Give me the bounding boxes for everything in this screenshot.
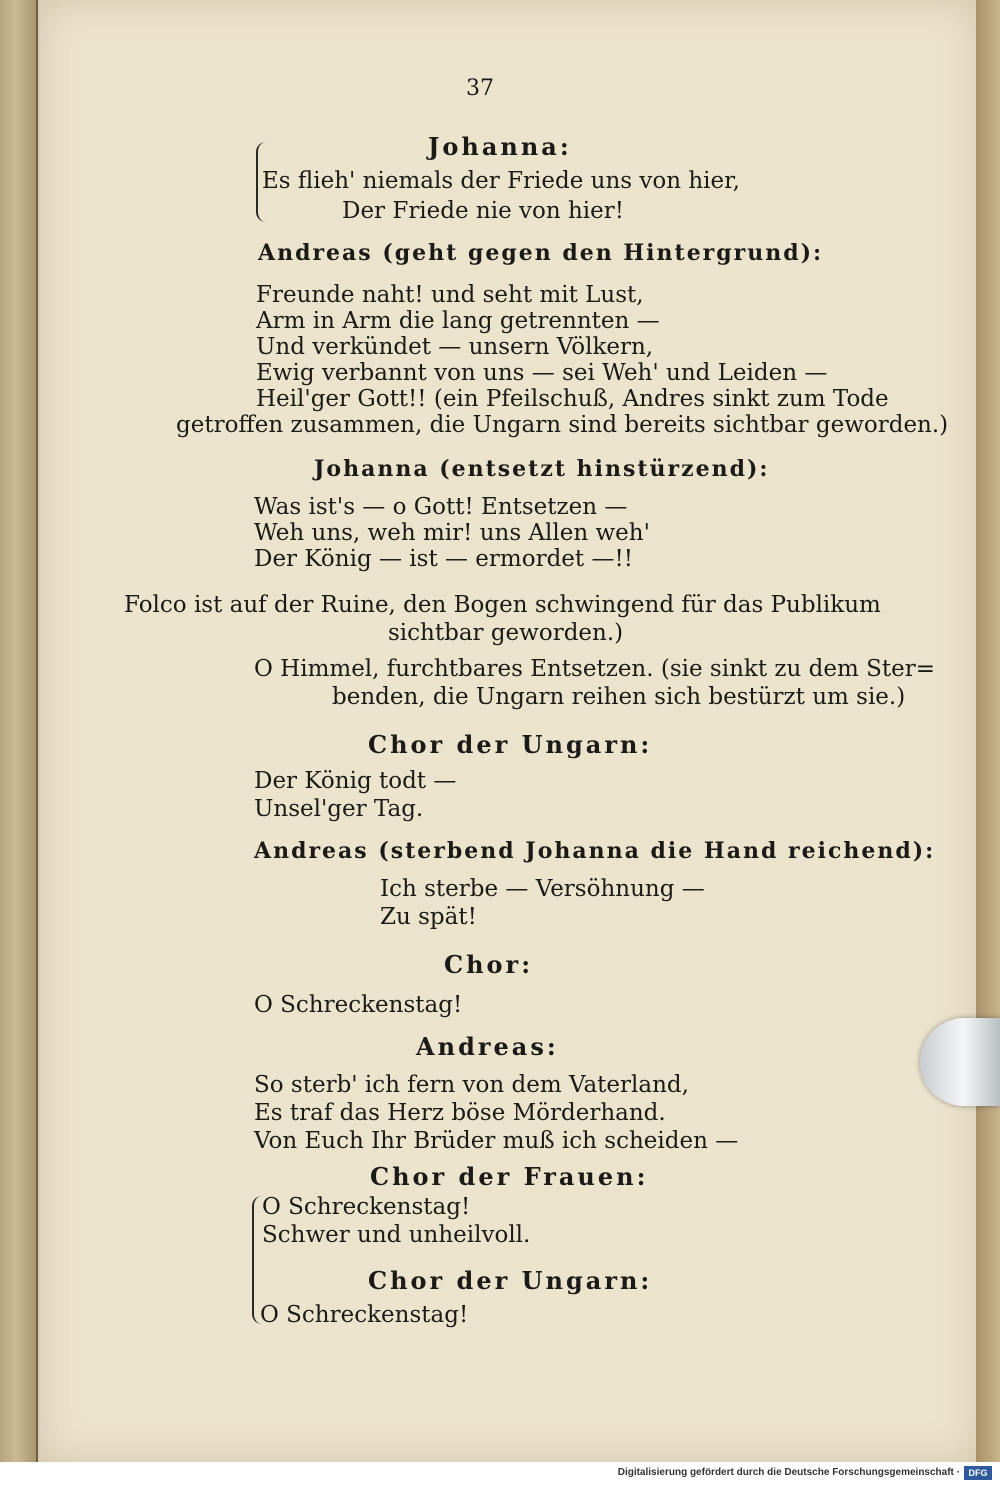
verse-line: Schwer und unheilvoll. — [262, 1222, 531, 1248]
verse-line: Heil'ger Gott!! (ein Pfeilschuß, Andres sinkt zum Tode — [256, 386, 889, 412]
verse-line: So sterb' ich fern von dem Vaterland, — [254, 1072, 689, 1098]
verse-line: Zu spät! — [380, 904, 477, 930]
verse-line: Der König todt — — [254, 768, 457, 794]
speaker-heading-andreas: Andreas: — [416, 1032, 559, 1061]
speaker-heading-andreas: Andreas (sterbend Johanna die Hand reichend): — [254, 838, 936, 864]
verse-line: Der König — ist — ermordet —!! — [254, 546, 633, 572]
verse-line: Und verkündet — unsern Völkern, — [256, 334, 654, 360]
verse-line: Von Euch Ihr Brüder muß ich scheiden — — [254, 1128, 739, 1154]
verse-line: Ewig verbannt von uns — sei Weh' und Leiden — — [256, 360, 828, 386]
verse-line: Ich sterbe — Versöhnung — — [380, 876, 705, 902]
page-number: 37 — [466, 76, 494, 101]
speaker-heading-chor-frauen: Chor der Frauen: — [370, 1162, 649, 1191]
verse-line: O Schreckenstag! — [260, 1302, 469, 1328]
funding-notice: Digitalisierung gefördert durch die Deutsche Forschungsgemeinschaft · — [617, 1467, 960, 1478]
verse-line: O Schreckenstag! — [254, 992, 463, 1018]
stage-direction-line: sichtbar geworden.) — [388, 620, 624, 646]
speaker-heading-johanna: Johanna: — [428, 132, 572, 161]
verse-line: Freunde naht! und seht mit Lust, — [256, 282, 644, 308]
stage-direction-line: getroffen zusammen, die Ungarn sind bereits sichtbar geworden.) — [176, 412, 949, 438]
speaker-heading-chor-ungarn: Chor der Ungarn: — [368, 730, 653, 759]
verse-line: Es traf das Herz böse Mörderhand. — [254, 1100, 666, 1126]
previous-page-edge — [0, 0, 38, 1462]
verse-line: Der Friede nie von hier! — [342, 198, 624, 224]
dfg-logo: DFG — [964, 1466, 992, 1480]
verse-line: Es flieh' niemals der Friede uns von hier, — [262, 168, 740, 194]
verse-line: Arm in Arm die lang getrennten — — [256, 308, 660, 334]
speaker-heading-chor-ungarn: Chor der Ungarn: — [368, 1266, 653, 1295]
stage-direction-line: benden, die Ungarn reihen sich bestürzt um sie.) — [332, 684, 906, 710]
verse-line: Was ist's — o Gott! Entsetzen — — [254, 494, 628, 520]
verse-line: O Himmel, furchtbares Entsetzen. (sie sinkt zu dem Ster= — [254, 656, 935, 682]
speaker-heading-chor: Chor: — [444, 950, 534, 979]
page-clip-icon — [920, 1018, 1000, 1106]
right-page-edge — [976, 0, 1000, 1462]
verse-line: Unsel'ger Tag. — [254, 796, 424, 822]
stage-direction-line: Folco ist auf der Ruine, den Bogen schwingend für das Publikum — [124, 592, 881, 618]
verse-line: Weh uns, weh mir! uns Allen weh' — [254, 520, 650, 546]
footer-bar — [0, 1462, 1000, 1486]
speaker-heading-johanna: Johanna (entsetzt hinstürzend): — [314, 456, 770, 482]
speaker-heading-andreas: Andreas (geht gegen den Hintergrund): — [258, 240, 824, 266]
verse-line: O Schreckenstag! — [262, 1194, 471, 1220]
